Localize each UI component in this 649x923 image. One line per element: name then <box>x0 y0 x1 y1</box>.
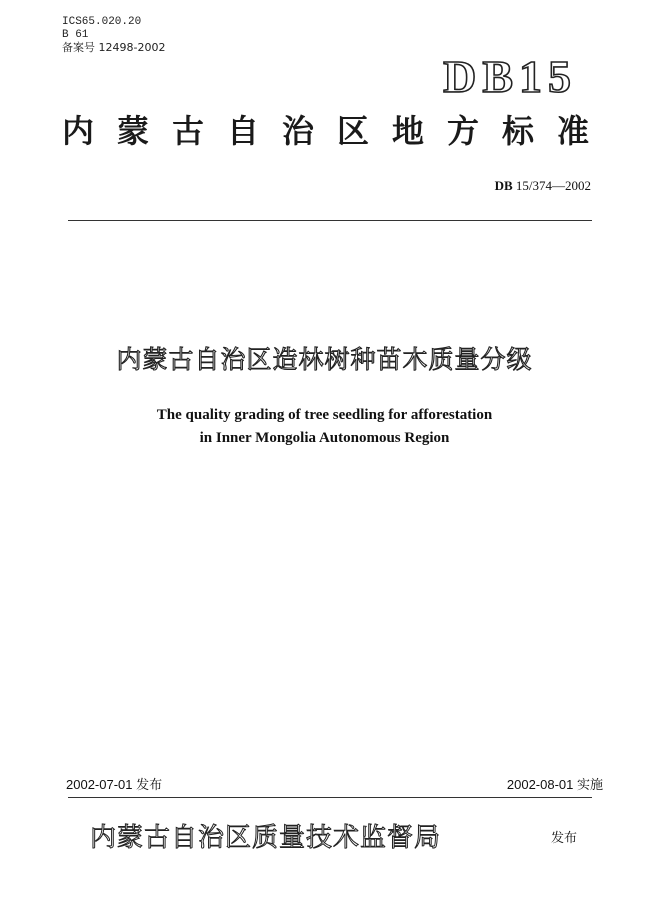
standard-prefix: DB <box>494 178 513 193</box>
record-number: 备案号 12498-2002 <box>62 41 166 54</box>
implementation-date: 2002-08-01 实施 <box>506 777 603 792</box>
issuer-name: 内蒙古自治区质量技术监督局 <box>90 823 442 853</box>
title-chinese: 内蒙古自治区造林树种苗木质量分级 <box>116 345 533 374</box>
title-english-line1: The quality grading of tree seedling for afforestation <box>156 407 493 423</box>
top-divider <box>68 220 592 221</box>
ics-code: ICS65.020.20 <box>62 16 142 28</box>
bottom-divider <box>68 797 592 798</box>
classification-code: B 61 <box>62 29 89 41</box>
issue-date: 2002-07-01 发布 <box>66 777 163 792</box>
issuer-suffix: 发布 <box>551 831 578 846</box>
standard-number <box>495 178 591 194</box>
db-code-large: DB15 <box>443 51 577 102</box>
standard-type: 内蒙古自治区地方标准 <box>62 112 613 150</box>
title-english-line2: in Inner Mongolia Autonomous Region <box>199 430 450 446</box>
standard-number-value: 15/374—2002 <box>515 178 591 193</box>
